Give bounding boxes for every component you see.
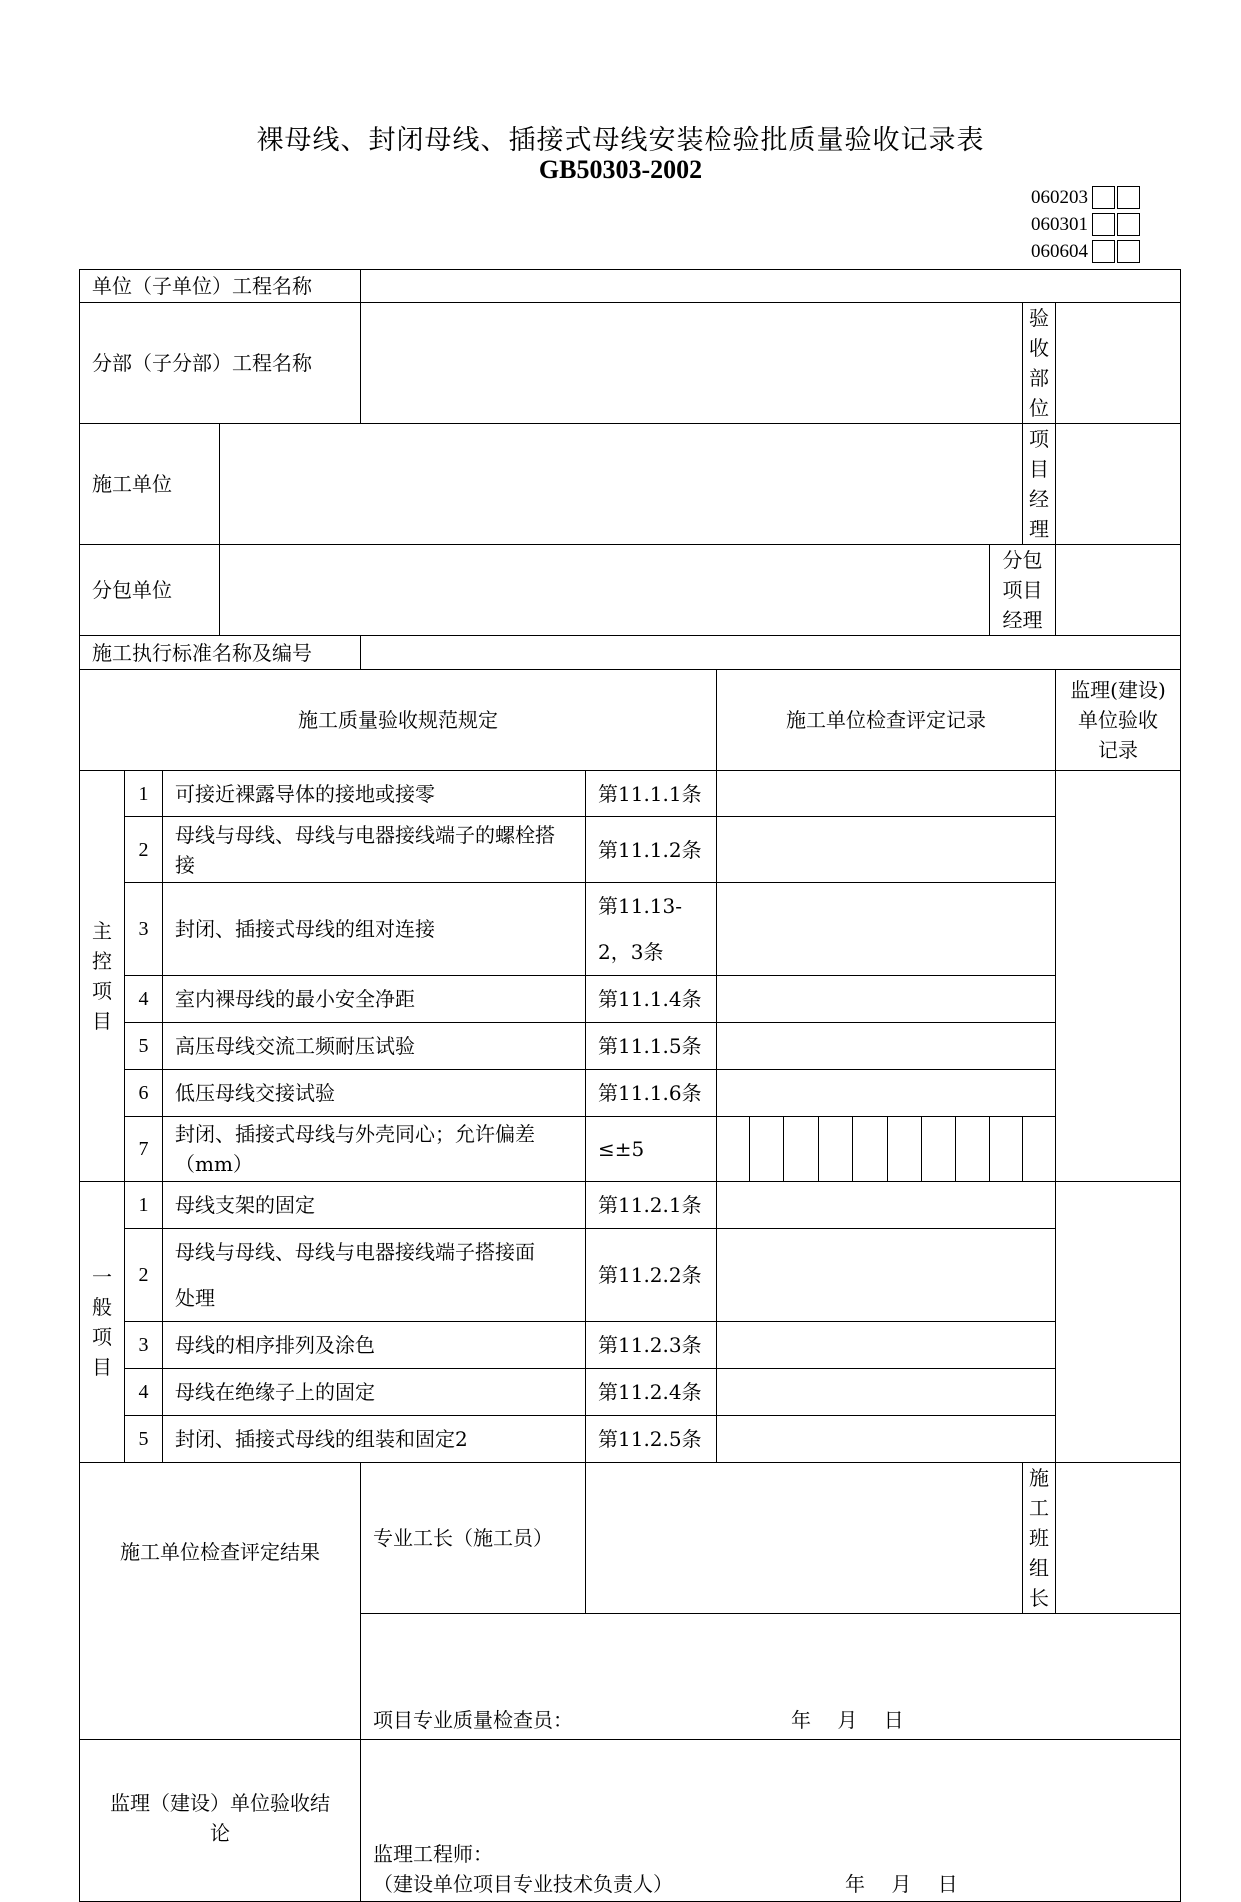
measurement-cell[interactable] [922,1117,956,1182]
table-row [80,636,1181,670]
item-text: 室内裸母线的最小安全净距 [163,976,586,1023]
clause-line: 2，3条 [598,940,664,964]
item-number: 3 [125,1322,163,1369]
item-clause: 第11.1.5条 [586,1023,717,1070]
item-text-line: 处理 [175,1286,215,1310]
measurement-cell[interactable] [750,1117,784,1182]
sub-project-label: 分部（子分部）工程名称 [80,303,361,424]
team-leader-field[interactable] [1056,1463,1181,1614]
item-number: 1 [125,1182,163,1229]
section-char: 项 [92,979,112,1003]
section-char: 目 [92,1355,112,1379]
conclusion-label-line: 论 [210,1821,230,1845]
sub-project-manager-label: 分包项目经理 [990,545,1056,636]
supervisor-header-line: 记录 [1098,738,1138,762]
item-text: 封闭、插接式母线的组对连接 [163,883,586,976]
table-row [80,1070,1181,1117]
foreman-label: 专业工长（施工员） [361,1463,586,1614]
acceptance-part-label: 验收部位 [1023,303,1056,424]
contractor-record-cell[interactable] [717,883,1056,976]
foreman-field[interactable] [586,1463,1023,1614]
section-char: 控 [92,949,112,973]
table-row [80,1117,1181,1182]
sub-project-manager-field[interactable] [1056,545,1181,636]
project-manager-field[interactable] [1056,424,1181,545]
acceptance-part-field[interactable] [1056,303,1181,424]
contractor-label: 施工单位 [80,424,220,545]
code-checkbox[interactable] [1092,186,1115,209]
clause-line: 第11.13- [598,894,683,918]
measurement-cell[interactable] [819,1117,853,1182]
result-label [80,1463,361,1740]
item-clause [586,883,717,976]
team-leader-label: 施工班组长 [1023,1463,1056,1614]
table-row [80,1369,1181,1416]
unit-project-label: 单位（子单位）工程名称 [80,270,361,303]
contractor-record-header-text: 施工单位检查评定记录 [786,708,986,732]
result-date: 年 月 日 [791,1708,914,1732]
item-clause: 第11.1.6条 [586,1070,717,1117]
measurement-cell[interactable] [956,1117,990,1182]
supervisor-record-cell[interactable] [1056,1182,1181,1463]
code-row [1020,238,1142,265]
inspection-form-table [79,269,1181,1902]
result-content[interactable] [361,1614,1181,1740]
table-row [80,1416,1181,1463]
contractor-record-cell[interactable] [717,1369,1056,1416]
item-clause: 第11.1.4条 [586,976,717,1023]
sub-project-field[interactable] [361,303,1023,424]
general-items-section-label [80,1182,125,1463]
conclusion-label-line: 监理（建设）单位验收结 [110,1791,330,1815]
table-row [80,1182,1181,1229]
contractor-record-cell[interactable] [717,817,1056,883]
item-text: 高压母线交流工频耐压试验 [163,1023,586,1070]
item-number: 3 [125,883,163,976]
measurement-cell[interactable] [990,1117,1023,1182]
code-row [1020,211,1142,238]
measurement-cell[interactable] [784,1117,819,1182]
measurement-cell[interactable] [1023,1117,1056,1182]
standard-field[interactable] [361,636,1181,670]
conclusion-date: 年 月 日 [845,1872,968,1896]
item-number: 4 [125,976,163,1023]
document-title: 裸母线、封闭母线、插接式母线安装检验批质量验收记录表 [256,125,985,156]
section-char: 主 [92,919,112,943]
item-text: 低压母线交接试验 [163,1070,586,1117]
code-checkbox[interactable] [1092,213,1115,236]
code-row [1020,184,1142,211]
table-row [80,303,1181,424]
contractor-record-cell[interactable] [717,1416,1056,1463]
table-row [80,545,1181,636]
contractor-record-cell[interactable] [717,976,1056,1023]
table-row [80,976,1181,1023]
item-clause: 第11.2.3条 [586,1322,717,1369]
table-row [80,1463,1181,1614]
spec-header: 施工质量验收规范规定 [80,670,717,771]
table-row [80,883,1181,976]
item-number: 6 [125,1070,163,1117]
code-checkbox[interactable] [1117,240,1140,263]
section-char: 目 [92,1009,112,1033]
contractor-record-cell[interactable] [717,1023,1056,1070]
table-row [80,817,1181,883]
item-number: 4 [125,1369,163,1416]
contractor-record-cell[interactable] [717,1229,1056,1322]
item-clause: 第11.2.2条 [586,1229,717,1322]
item-number: 5 [125,1023,163,1070]
supervisor-header-line: 单位验收 [1078,708,1158,732]
item-text: 可接近裸露导体的接地或接零 [163,771,586,817]
code-number: 060203 [1031,186,1088,208]
table-row [80,1740,1181,1902]
item-text: 母线的相序排列及涂色 [163,1322,586,1369]
item-text: 母线支架的固定 [163,1182,586,1229]
result-label-text: 施工单位检查评定结果 [120,1540,320,1564]
item-text: 母线在绝缘子上的固定 [163,1369,586,1416]
item-number: 1 [125,771,163,817]
code-checkbox[interactable] [1117,213,1140,236]
item-number: 2 [125,1229,163,1322]
project-manager-label: 项目经理 [1023,424,1056,545]
contractor-record-cell[interactable] [717,1322,1056,1369]
contractor-field[interactable] [220,424,1023,545]
item-text: 封闭、插接式母线与外壳同心；允许偏差（mm） [163,1117,586,1182]
contractor-record-cell[interactable] [717,1070,1056,1117]
item-clause: 第11.1.1条 [586,771,717,817]
section-char: 般 [92,1295,112,1319]
unit-project-field[interactable] [361,270,1181,303]
item-text-line: 母线与母线、母线与电器接线端子搭接面 [175,1240,535,1264]
measurement-cell[interactable] [717,1117,750,1182]
code-checkbox[interactable] [1117,186,1140,209]
conclusion-content[interactable] [361,1740,1181,1902]
code-number: 060604 [1031,240,1088,262]
item-text [163,1229,586,1322]
subcontractor-label: 分包单位 [80,545,220,636]
inspector-label: 项目专业质量检查员： [373,1708,573,1732]
supervisor-header-line: 监理(建设) [1070,678,1166,702]
form-codes [1020,184,1142,265]
contractor-record-cell[interactable] [717,771,1056,817]
table-row [80,771,1181,817]
conclusion-label [80,1740,361,1902]
table-row [80,424,1181,545]
item-clause: 第11.1.2条 [586,817,717,883]
table-header-row [80,670,1181,771]
standard-code: GB50303-2002 [538,155,703,184]
table-row [80,1229,1181,1322]
item-text: 母线与母线、母线与电器接线端子的螺栓搭接 [163,817,586,883]
main-items-section-label [80,771,125,1182]
item-clause: ≤±5 [586,1117,717,1182]
item-clause: 第11.2.4条 [586,1369,717,1416]
supervisor-record-header [1056,670,1181,771]
item-number: 2 [125,817,163,883]
supervisor-record-cell[interactable] [1056,771,1181,1182]
measurement-cell[interactable] [853,1117,888,1182]
table-row [80,1322,1181,1369]
item-number: 7 [125,1117,163,1182]
item-clause: 第11.2.1条 [586,1182,717,1229]
measurement-cell[interactable] [888,1117,922,1182]
section-char: 项 [92,1325,112,1349]
table-row [80,1023,1181,1070]
item-clause: 第11.2.5条 [586,1416,717,1463]
owner-label: （建设单位项目专业技术负责人） [373,1872,673,1896]
contractor-record-cell[interactable] [717,1182,1056,1229]
subcontractor-field[interactable] [220,545,990,636]
item-number: 5 [125,1416,163,1463]
standard-label: 施工执行标准名称及编号 [80,636,361,670]
table-row [80,270,1181,303]
section-char: 一 [92,1265,112,1289]
contractor-record-header [717,670,1056,771]
item-text: 封闭、插接式母线的组装和固定2 [163,1416,586,1463]
code-number: 060301 [1031,213,1088,235]
code-checkbox[interactable] [1092,240,1115,263]
engineer-label: 监理工程师： [373,1842,493,1866]
